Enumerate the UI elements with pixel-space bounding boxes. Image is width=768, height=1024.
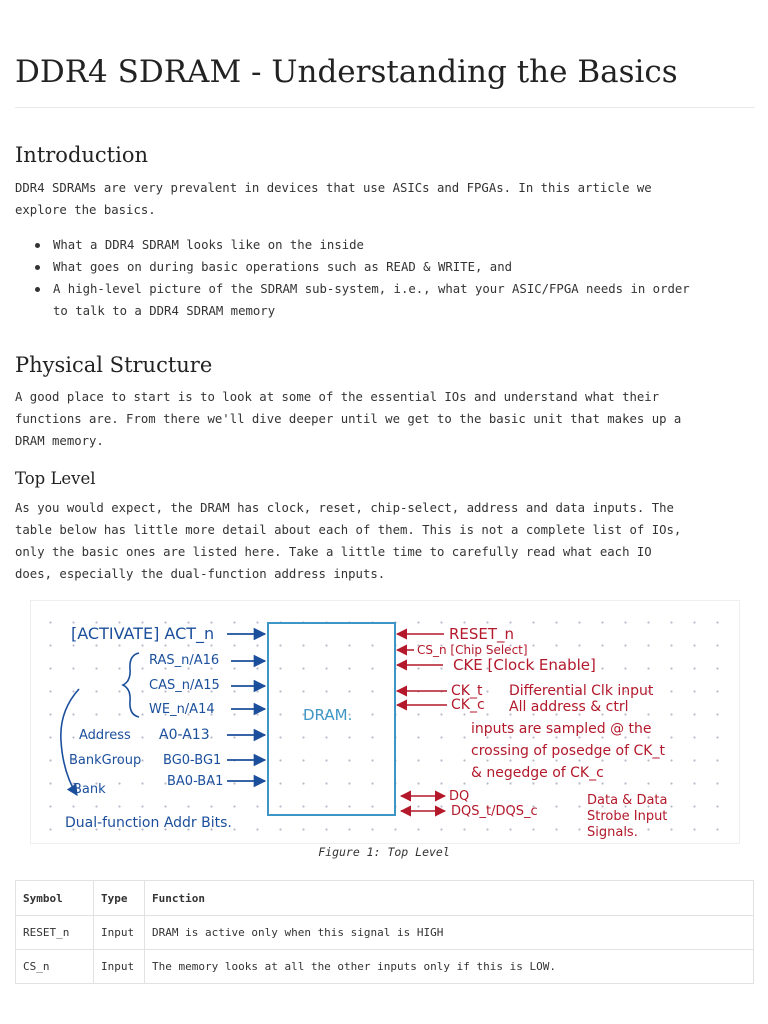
command-brace — [123, 653, 139, 717]
title-divider — [15, 107, 755, 108]
table-row — [16, 916, 754, 950]
sampling-note-line-1: All address & ctrl — [509, 699, 629, 715]
bankgroup-pins-label: BG0-BG1 — [163, 753, 222, 768]
dqs-label: DQS_t/DQS_c — [451, 804, 538, 819]
cke-label: CKE [Clock Enable] — [453, 656, 596, 674]
sampling-note-line-3: crossing of posedge of CK_t — [471, 743, 665, 759]
list-item-text: What a DDR4 SDRAM looks like on the inside — [53, 238, 364, 252]
column-header: Type — [94, 881, 145, 916]
column-header: Symbol — [16, 881, 94, 916]
physical-structure-paragraph: A good place to start is to look at some of the essential IOs and understand what their functions are. From there we'll dive deeper until we get to the basic unit that makes up a DRAM memory. — [15, 390, 682, 448]
cs-n-label: CS_n [Chip Select] — [417, 643, 528, 657]
list-item-text: A high-level picture of the SDRAM sub-system, i.e., what your ASIC/FPGA needs in order to talk to a DDR4 SDRAM memory — [53, 282, 690, 318]
introduction-paragraph-line-2: explore the basics. — [15, 203, 156, 217]
bullet-dot — [35, 287, 40, 292]
dual-function-label: Dual-function Addr Bits. — [65, 815, 232, 831]
table-cell: Input — [94, 916, 145, 950]
we-n-label: WE_n/A14 — [149, 702, 215, 717]
ras-n-label: RAS_n/A16 — [149, 653, 220, 668]
table-cell: The memory looks at all the other inputs only if this is LOW. — [145, 950, 754, 984]
dq-label: DQ — [449, 789, 470, 804]
address-pins-label: A0-A13 — [159, 727, 210, 743]
differential-clk-label: Differential Clk input — [509, 683, 654, 699]
list-item-text: What goes on during basic operations such as READ & WRITE, and — [53, 260, 513, 274]
list-item — [15, 234, 755, 256]
column-header: Function — [145, 881, 754, 916]
figure-caption: Figure 1: Top Level — [318, 845, 450, 859]
cas-n-label: CAS_n/A15 — [149, 678, 220, 693]
dram-box-label: DRAM. — [303, 706, 353, 724]
address-label: Address — [79, 728, 131, 743]
bullet-dot — [35, 243, 40, 248]
section-heading-introduction: Introduction — [15, 143, 148, 167]
subsection-heading-top-level: Top Level — [15, 469, 96, 488]
introduction-paragraph-line-1: DDR4 SDRAMs are very prevalent in devices that use ASICs and FPGAs. In this article we — [15, 181, 652, 195]
list-item — [15, 278, 755, 322]
table-cell: DRAM is active only when this signal is HIGH — [145, 916, 754, 950]
article-title: DDR4 SDRAM - Understanding the Basics — [15, 54, 678, 90]
list-item — [15, 256, 755, 278]
introduction-bullet-list — [15, 234, 755, 322]
data-note-line-1: Data & Data — [587, 793, 668, 808]
section-heading-physical-structure: Physical Structure — [15, 353, 213, 377]
bullet-dot — [35, 265, 40, 270]
io-table — [15, 880, 754, 984]
table-cell: CS_n — [16, 950, 94, 984]
data-note-line-3: Signals. — [587, 825, 638, 840]
table-header-row — [16, 881, 754, 916]
sampling-note-line-2: inputs are sampled @ the — [471, 721, 652, 737]
ck-c-label: CK_c — [451, 697, 485, 713]
dual-function-brace — [61, 689, 79, 795]
table-cell: Input — [94, 950, 145, 984]
act-n-label: [ACTIVATE] ACT_n — [71, 624, 215, 643]
dram-io-diagram — [31, 601, 739, 843]
bank-pins-label: BA0-BA1 — [167, 774, 224, 789]
table-cell: RESET_n — [16, 916, 94, 950]
table-row — [16, 950, 754, 984]
top-level-paragraph: As you would expect, the DRAM has clock, reset, chip-select, address and data inputs. The table below has little more detail about each of them. This is not a complete list of IOs, only the basic ones are listed here. Take a little time to carefully read what each IO does, especially the dual-function address inputs. — [15, 501, 682, 581]
top-level-figure — [30, 600, 740, 844]
bankgroup-label: BankGroup — [69, 753, 142, 768]
ck-t-label: CK_t — [451, 683, 483, 699]
data-note-line-2: Strobe Input — [587, 809, 668, 824]
reset-n-label: RESET_n — [449, 625, 515, 643]
bank-label: Bank — [73, 782, 106, 797]
sampling-note-line-4: & negedge of CK_c — [471, 765, 604, 781]
